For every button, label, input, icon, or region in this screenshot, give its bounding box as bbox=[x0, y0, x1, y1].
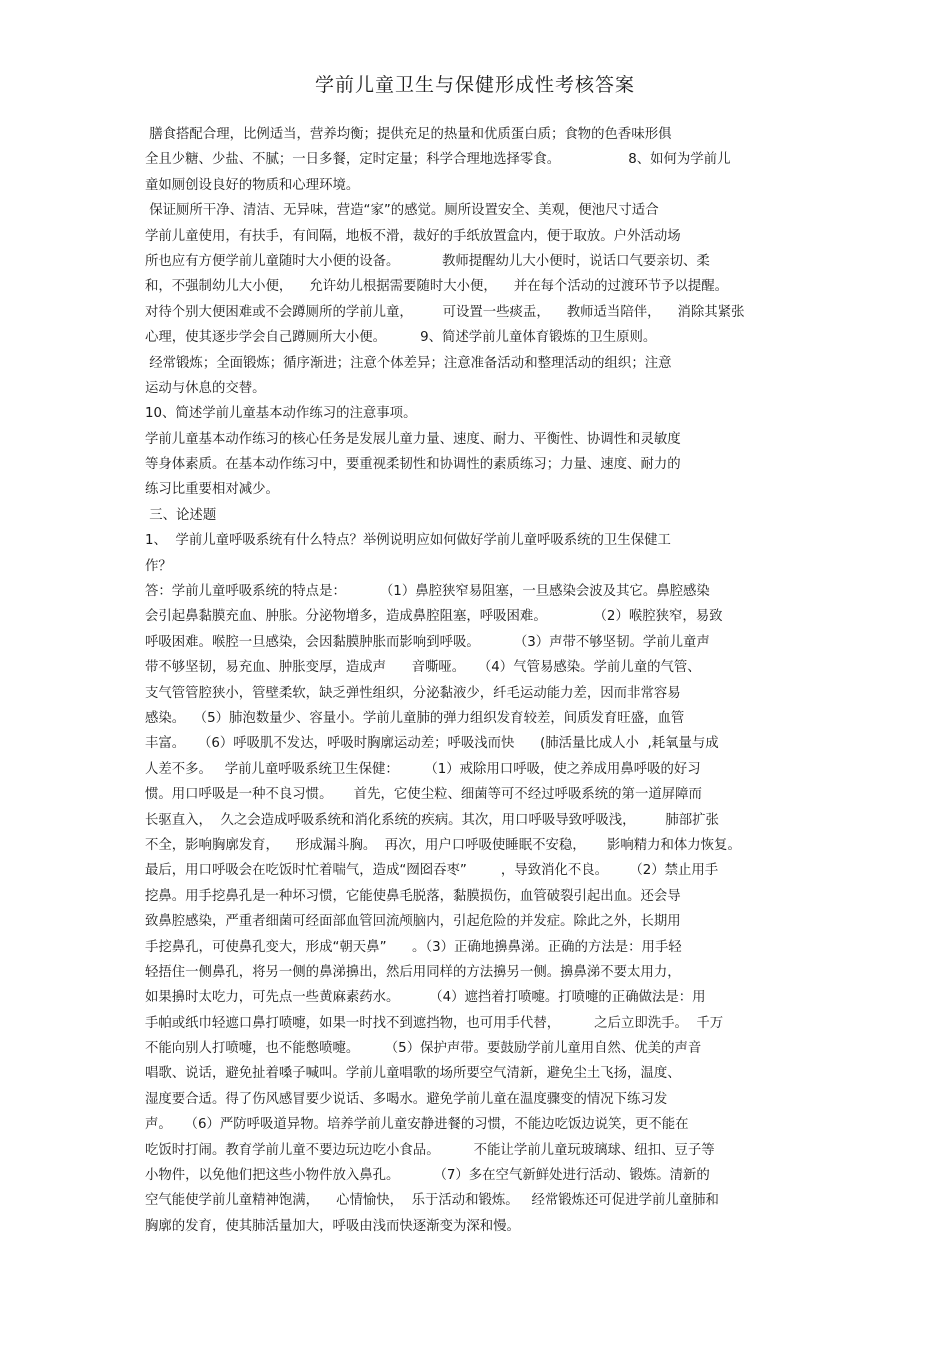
text-line: 经常锻炼；全面锻炼；循序渐进；注意个体差异；注意准备活动和整理活动的组织；注意 bbox=[145, 355, 672, 371]
text-line: 所也应有方便学前儿童随时大小便的设备。 教师提醒幼儿大小便时，说话口气要亲切、柔 bbox=[145, 253, 710, 269]
text-line: 惯。用口呼吸是一种不良习惯。 首先，它使尘粒、细菌等可不经过呼吸系统的第一道屏障而 bbox=[145, 787, 702, 803]
text-line: 膳食搭配合理，比例适当，营养均衡；提供充足的热量和优质蛋白质；食物的色香味形俱 bbox=[145, 127, 672, 142]
text-line: 三、论述题 bbox=[145, 507, 217, 523]
text-line: 空气能使学前儿童精神饱满， 心情愉快， 乐于活动和锻炼。 经常锻炼还可促进学前儿童肺和 bbox=[145, 1193, 719, 1209]
text-line: 10、简述学前儿童基本动作练习的注意事项。 bbox=[145, 406, 417, 422]
text-line: 1、 学前儿童呼吸系统有什么特点？举例说明应如何做好学前儿童呼吸系统的卫生保健工 bbox=[145, 533, 671, 549]
text-line: 长驱直入， 久之会造成呼吸系统和消化系统的疾病。其次，用口呼吸导致呼吸浅， 肺部扩张 bbox=[145, 812, 719, 828]
text-line: 和，不强制幼儿大小便， 允许幼儿根据需要随时大小便， 并在每个活动的过渡环节予以提醒。 bbox=[145, 279, 729, 295]
text-line: 全且少糖、少盐、不腻；一日多餐，定时定量；科学合理地选择零食。 8、如何为学前儿 bbox=[145, 152, 731, 168]
text-line: 会引起鼻黏膜充血、肿胀。分泌物增多，造成鼻腔阻塞，呼吸困难。 （2）喉腔狭窄，易致 bbox=[145, 609, 723, 625]
text-line: 运动与休息的交替。 bbox=[145, 380, 266, 396]
document-title: 学前儿童卫生与保健形成性考核答案 bbox=[314, 74, 635, 96]
text-line: 挖鼻。用手挖鼻孔是一种坏习惯，它能使鼻毛脱落，黏膜损伤，血管破裂引起出血。还会导 bbox=[145, 888, 681, 904]
text-line: 小物件，以免他们把这些小物件放入鼻孔。 （7）多在空气新鲜处进行活动、锻炼。清新的 bbox=[145, 1168, 710, 1184]
text-line: 学前儿童使用，有扶手，有间隔，地板不滑，裁好的手纸放置盒内，便于取放。户外活动场 bbox=[145, 228, 681, 244]
text-line: 手帕或纸巾轻遮口鼻打喷嚏，如果一时找不到遮挡物，也可用手代替， 之后立即洗手。 千万 bbox=[145, 1015, 724, 1031]
text-line: 童如厕创设良好的物质和心理环境。 bbox=[145, 177, 360, 193]
text-line: 致鼻腔感染，严重者细菌可经面部血管回流颅脑内，引起危险的并发症。除此之外，长期用 bbox=[145, 914, 681, 930]
text-line: 答：学前儿童呼吸系统的特点是： （1）鼻腔狭窄易阻塞，一旦感染会波及其它。鼻腔感染 bbox=[145, 584, 710, 600]
text-line: 最后，用口呼吸会在吃饭时忙着喘气，造成“囫囵吞枣” ，导致消化不良。 （2）禁止用手 bbox=[145, 863, 719, 879]
text-line: 练习比重要相对减少。 bbox=[145, 482, 279, 498]
text-line: 学前儿童基本动作练习的核心任务是发展儿童力量、速度、耐力、平衡性、协调性和灵敏度 bbox=[145, 431, 681, 447]
text-line: 唱歌、说话，避免扯着嗓子喊叫。学前儿童唱歌的场所要空气清新，避免尘土飞扬，温度、 bbox=[145, 1066, 681, 1082]
text-line: 不全，影响胸廓发育， 形成漏斗胸。 再次，用户口呼吸使睡眠不安稳， 影响精力和体力恢复。 bbox=[145, 837, 741, 853]
text-line: 胸廓的发育，使其肺活量加大，呼吸由浅而快逐渐变为深和慢。 bbox=[145, 1218, 520, 1234]
document-body bbox=[145, 122, 815, 1239]
text-line: 湿度要合适。得了伤风感冒要少说话、多喝水。避免学前儿童在温度骤变的情况下练习发 bbox=[145, 1091, 668, 1107]
text-line: 支气管管腔狭小，管壁柔软，缺乏弹性组织，分泌黏液少，纤毛运动能力差，因而非常容易 bbox=[145, 685, 681, 701]
text-line: 对待个别大便困难或不会蹲厕所的学前儿童， 可设置一些痰盂， 教师适当陪伴， 消除其紧张 bbox=[145, 304, 745, 320]
text-line: 轻捂住一侧鼻孔，将另一侧的鼻涕擤出，然后用同样的方法擤另一侧。擤鼻涕不要太用力， bbox=[145, 964, 681, 980]
text-line: 手挖鼻孔，可使鼻孔变大，形成“朝天鼻” 。（3）正确地擤鼻涕。正确的方法是：用手轻 bbox=[145, 939, 682, 955]
text-line: 声。 （6）严防呼吸道异物。培养学前儿童安静进餐的习惯，不能边吃饭边说笑，更不能在 bbox=[145, 1117, 689, 1133]
text-line: 心理，使其逐步学会自己蹲厕所大小便。 9、简述学前儿童体育锻炼的卫生原则。 bbox=[145, 330, 657, 346]
text-line: 带不够坚韧，易充血、肿胀变厚，造成声 音嘶哑。 （4）气管易感染。学前儿童的气管、 bbox=[145, 660, 701, 676]
text-line: 如果擤时太吃力，可先点一些黄麻素药水。 （4）遮挡着打喷嚏。打喷嚏的正确做法是：用 bbox=[145, 990, 706, 1006]
text-line: 作？ bbox=[145, 558, 172, 574]
text-line: 吃饭时打闹。教育学前儿童不要边玩边吃小食品。 不能让学前儿童玩玻璃球、纽扣、豆子等 bbox=[145, 1142, 715, 1158]
text-line: 不能向别人打喷嚏，也不能憋喷嚏。 （5）保护声带。要鼓励学前儿童用自然、优美的声音 bbox=[145, 1041, 702, 1057]
text-line: 保证厕所干净、清洁、无异味，营造“家”的感觉。厕所设置安全、美观，便池尺寸适合 bbox=[145, 203, 659, 219]
text-line: 感染。 （5）肺泡数量少、容量小。学前儿童肺的弹力组织发育较差，间质发育旺盛，血管 bbox=[145, 710, 685, 726]
text-line: 丰富。 （6）呼吸肌不发达，呼吸时胸廓运动差；呼吸浅而快 (肺活量比成人小 ,耗氧量与成 bbox=[145, 736, 719, 752]
text-line: 人差不多。 学前儿童呼吸系统卫生保健： （1）戒除用口呼吸，使之养成用鼻呼吸的好习 bbox=[145, 761, 701, 777]
text-line: 呼吸困难。喉腔一旦感染，会因黏膜肿胀而影响到呼吸。 （3）声带不够坚韧。学前儿童声 bbox=[145, 634, 710, 650]
text-line: 等身体素质。在基本动作练习中，要重视柔韧性和协调性的素质练习；力量、速度、耐力的 bbox=[145, 457, 681, 473]
